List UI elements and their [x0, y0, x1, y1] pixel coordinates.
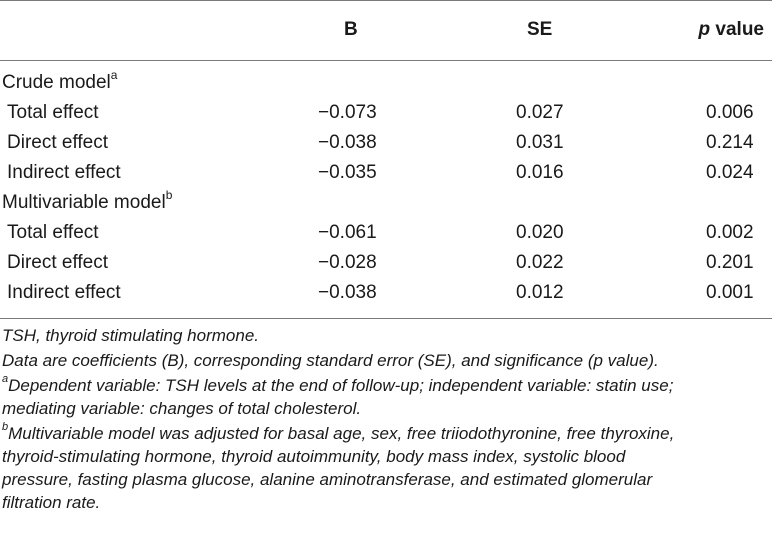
table-row: [0, 218, 772, 248]
header-b: B: [344, 19, 358, 40]
cell-b: −0.061: [318, 222, 377, 243]
row-label: Total effect: [7, 102, 99, 123]
footnote-a-marker: a: [2, 373, 9, 386]
group-label: [2, 188, 172, 218]
table-bottom-rule: [0, 318, 772, 319]
group-label-sup: b: [165, 187, 173, 202]
table-header-rule: [0, 60, 772, 61]
footnote-b-line3: pressure, fasting plasma glucose, alanine aminotransferase, and estimated glomerular: [2, 470, 653, 489]
row-label: Total effect: [7, 222, 99, 243]
footnote-a: [0, 374, 772, 420]
footnote-b-line1: Multivariable model was adjusted for basal age, sex, free triiodothyronine, free thyroxine,: [8, 424, 675, 443]
cell-p: 0.001: [706, 282, 754, 303]
cell-se: 0.012: [516, 282, 564, 303]
row-label: Indirect effect: [7, 162, 121, 183]
cell-b: −0.028: [318, 252, 377, 273]
row-label: Indirect effect: [7, 282, 121, 303]
header-p-value: [699, 17, 764, 43]
table-row-group-crude: [0, 68, 772, 98]
footnote-b-line4: filtration rate.: [2, 493, 101, 512]
table-row: [0, 158, 772, 188]
row-label: Direct effect: [7, 132, 109, 153]
cell-p: 0.214: [706, 132, 754, 153]
group-label-text: Multivariable model: [2, 192, 166, 213]
cell-se: 0.027: [516, 102, 564, 123]
footnote-abbreviation: TSH, thyroid stimulating hormone.: [2, 326, 259, 345]
header-se: SE: [527, 19, 553, 40]
cell-se: 0.016: [516, 162, 564, 183]
table-row-group-multivariable: [0, 188, 772, 218]
cell-p: 0.024: [706, 162, 754, 183]
group-label: [2, 68, 117, 98]
table-header: [0, 0, 772, 60]
footnote-b: [0, 422, 772, 514]
cell-se: 0.022: [516, 252, 564, 273]
header-p-italic: p: [698, 19, 711, 40]
cell-p: 0.006: [706, 102, 754, 123]
table-footnotes: [0, 324, 772, 516]
footnote-a-line1: Dependent variable: TSH levels at the end of follow-up; independent variable: statin use;: [8, 376, 674, 395]
cell-b: −0.073: [318, 102, 377, 123]
table-row: [0, 98, 772, 128]
table-row: [0, 248, 772, 278]
group-label-text: Crude model: [2, 72, 111, 93]
footnote-a-line2: mediating variable: changes of total cholesterol.: [2, 399, 362, 418]
cell-se: 0.031: [516, 132, 564, 153]
footnote-data: Data are coefficients (B), corresponding standard error (SE), and significance (p value).: [2, 351, 659, 370]
table-row: [0, 278, 772, 308]
cell-p: 0.201: [706, 252, 754, 273]
cell-p: 0.002: [706, 222, 754, 243]
cell-se: 0.020: [516, 222, 564, 243]
header-p-rest: value: [710, 19, 764, 40]
group-label-sup: a: [110, 67, 118, 82]
row-label: Direct effect: [7, 252, 109, 273]
cell-b: −0.038: [318, 132, 377, 153]
cell-b: −0.035: [318, 162, 377, 183]
footnote-b-marker: b: [2, 421, 9, 434]
table-row: [0, 128, 772, 158]
footnote-b-line2: thyroid-stimulating hormone, thyroid autoimmunity, body mass index, systolic blood: [2, 447, 626, 466]
cell-b: −0.038: [318, 282, 377, 303]
